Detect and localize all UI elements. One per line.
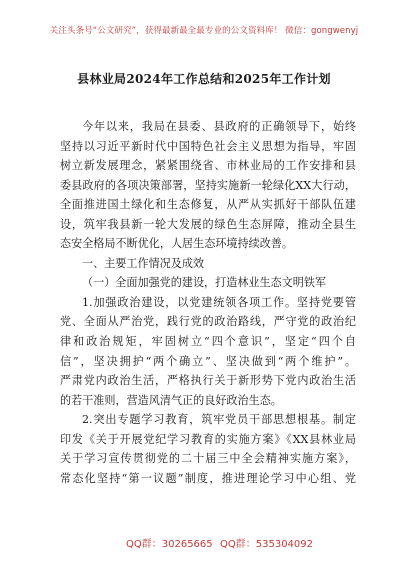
paragraph-line: 树立新发展理念，紧紧围绕省、市林业局的工作安排和县	[60, 159, 356, 173]
document-title: 县林业局2024年工作总结和2025年工作计划	[77, 72, 331, 86]
paragraph-line: 党、全面从严治党，践行党的政治路线，严守党的政治纪	[60, 315, 356, 329]
paragraph-line: 1.加强政治建设，以党建统领各项工作。坚持党要管	[82, 295, 356, 309]
paragraph-line: 关于学习宣传贯彻党的二十届三中全会精神实施方案》，	[60, 452, 356, 466]
paragraph-line: 全面推进国土绿化和生态修复，从严从实抓好干部队伍建	[60, 198, 356, 212]
paragraph-line: 坚持以习近平新时代中国特色社会主义思想为指导，牢固	[60, 139, 356, 153]
paragraph-line: 信”，坚决拥护“两个确立”、坚决做到“两个维护”。	[60, 354, 356, 368]
paragraph-line: 印发《关于开展党纪学习教育的实施方案》《XX县林业局	[60, 432, 356, 446]
document-body	[60, 117, 356, 488]
paragraph-line: 的若干准则，营造风清气正的良好政治生态。	[60, 393, 282, 407]
header-note: 关注头条号“公文研究”，获得最新最全最专业的公文资料库！ 微信：gongwenyj	[49, 26, 359, 36]
section-heading: 一、主要工作情况及成效	[82, 256, 205, 270]
section-heading: （一）全面加强党的建设，打造林业生态文明铁军	[82, 276, 327, 290]
paragraph-line: 态安全格局不断优化，人居生态环境持续改善。	[60, 237, 293, 251]
paragraph-line: 2.突出专题学习教育，筑牢党员干部思想根基。制定	[82, 413, 356, 427]
paragraph-line: 常态化坚持“第一议题”制度，推进理论学习中心组、党	[60, 471, 356, 485]
paragraph-line: 设，筑牢我县新一轮大发展的绿色生态屏障，推动全县生	[60, 217, 356, 231]
paragraph-line: 严肃党内政治生活，严格执行关于新形势下党内政治生活	[60, 374, 356, 388]
paragraph-line: 今年以来，我局在县委、县政府的正确领导下，始终	[82, 120, 356, 133]
paragraph-line: 律和政治规矩，牢固树立“四个意识”，坚定“四个自	[60, 335, 356, 349]
footer-qq-group-2: QQ群：535304092	[220, 539, 314, 550]
footer-qq-group-1: QQ群：30265665	[126, 539, 213, 550]
paragraph-line: 委县政府的各项决策部署，坚持实施新一轮绿化XX大行动，	[60, 178, 356, 192]
